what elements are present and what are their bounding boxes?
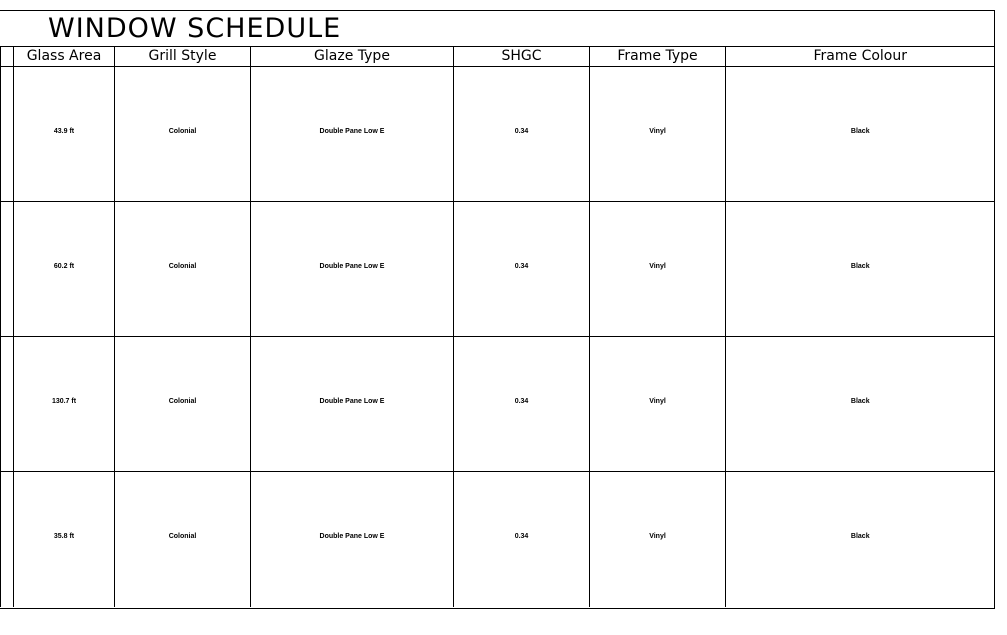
cell-glaze-type: Double Pane Low E <box>251 337 454 472</box>
table-row <box>1 67 995 202</box>
header-cell-cutoff <box>1 47 14 67</box>
cell-cutoff <box>1 472 14 607</box>
cell-glass-area: 60.2 ft <box>14 202 115 337</box>
cell-frame-type: Vinyl <box>590 67 726 202</box>
title-row <box>0 11 994 47</box>
cell-frame-colour: Black <box>726 337 995 472</box>
header-shgc: SHGC <box>454 47 590 67</box>
cell-grill-style: Colonial <box>115 202 251 337</box>
cell-glass-area: 130.7 ft <box>14 337 115 472</box>
cell-grill-style: Colonial <box>115 472 251 607</box>
cell-glaze-type: Double Pane Low E <box>251 202 454 337</box>
cell-cutoff <box>1 67 14 202</box>
cell-frame-colour: Black <box>726 472 995 607</box>
cell-glaze-type: Double Pane Low E <box>251 472 454 607</box>
cell-frame-colour: Black <box>726 67 995 202</box>
cell-frame-type: Vinyl <box>590 472 726 607</box>
cell-glass-area: 35.8 ft <box>14 472 115 607</box>
cell-grill-style: Colonial <box>115 337 251 472</box>
table-row <box>1 472 995 607</box>
cell-shgc: 0.34 <box>454 337 590 472</box>
header-row <box>1 47 995 67</box>
window-schedule <box>0 10 995 609</box>
schedule-table <box>0 47 995 607</box>
cell-frame-colour: Black <box>726 202 995 337</box>
cell-shgc: 0.34 <box>454 202 590 337</box>
cell-glaze-type: Double Pane Low E <box>251 67 454 202</box>
cell-glass-area: 43.9 ft <box>14 67 115 202</box>
header-frame-colour: Frame Colour <box>726 47 995 67</box>
table-row <box>1 202 995 337</box>
cell-shgc: 0.34 <box>454 472 590 607</box>
header-glass-area: Glass Area <box>14 47 115 67</box>
cell-cutoff <box>1 337 14 472</box>
cell-cutoff <box>1 202 14 337</box>
cell-shgc: 0.34 <box>454 67 590 202</box>
table-row <box>1 337 995 472</box>
cell-frame-type: Vinyl <box>590 202 726 337</box>
header-glaze-type: Glaze Type <box>251 47 454 67</box>
schedule-title: WINDOW SCHEDULE <box>48 13 342 44</box>
header-grill-style: Grill Style <box>115 47 251 67</box>
header-frame-type: Frame Type <box>590 47 726 67</box>
cell-grill-style: Colonial <box>115 67 251 202</box>
cell-frame-type: Vinyl <box>590 337 726 472</box>
